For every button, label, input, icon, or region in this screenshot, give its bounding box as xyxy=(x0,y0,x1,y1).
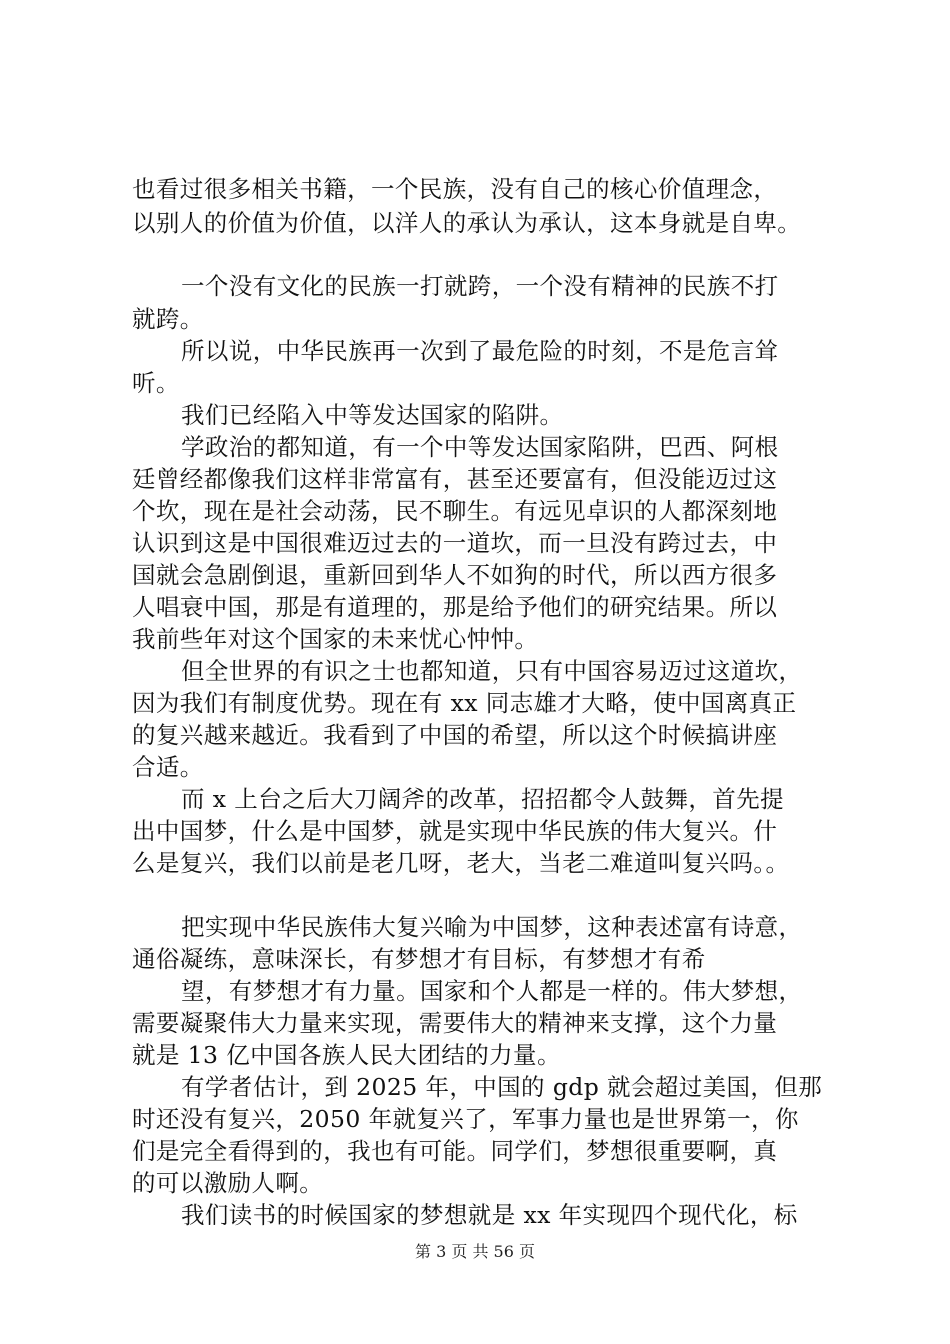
page-number-footer: 第 3 页 共 56 页 xyxy=(415,1242,535,1261)
text-line: 人唱衰中国，那是有道理的，那是给予他们的研究结果。所以 xyxy=(132,593,778,621)
text-line: 把实现中华民族伟大复兴喻为中国梦，这种表述富有诗意， xyxy=(181,913,803,941)
text-line: 合适。 xyxy=(132,753,204,781)
text-line: 的可以激励人啊。 xyxy=(132,1169,324,1197)
text-line: 所以说，中华民族再一次到了最危险的时刻，不是危言耸 xyxy=(181,337,779,365)
text-line: 廷曾经都像我们这样非常富有，甚至还要富有，但没能迈过这 xyxy=(132,465,778,493)
text-line: 望，有梦想才有力量。国家和个人都是一样的。伟大梦想， xyxy=(181,977,803,1005)
text-line: 通俗凝练，意味深长，有梦想才有目标，有梦想才有希 xyxy=(132,945,706,973)
text-line: 个坎，现在是社会动荡，民不聊生。有远见卓识的人都深刻地 xyxy=(132,497,778,525)
text-line: 因为我们有制度优势。现在有 xx 同志雄才大略，使中国离真正 xyxy=(132,689,797,717)
text-line: 一个没有文化的民族一打就跨，一个没有精神的民族不打 xyxy=(181,272,779,300)
text-line: 我们已经陷入中等发达国家的陷阱。 xyxy=(181,401,564,429)
text-line: 就是 13 亿中国各族人民大团结的力量。 xyxy=(132,1041,561,1069)
text-line: 而 x 上台之后大刀阔斧的改革，招招都令人鼓舞，首先提 xyxy=(181,785,784,813)
text-line: 时还没有复兴，2050 年就复兴了，军事力量也是世界第一，你 xyxy=(132,1105,799,1133)
text-line: 出中国梦，什么是中国梦，就是实现中华民族的伟大复兴。什 xyxy=(132,817,778,845)
text-line: 的复兴越来越近。我看到了中国的希望，所以这个时候搞讲座 xyxy=(132,721,778,749)
text-line: 听。 xyxy=(132,369,180,397)
text-line: 国就会急剧倒退，重新回到华人不如狗的时代，所以西方很多 xyxy=(132,561,778,589)
text-line: 以别人的价值为价值，以洋人的承认为承认，这本身就是自卑。 xyxy=(132,209,802,237)
text-line: 我前些年对这个国家的未来忧心忡忡。 xyxy=(132,625,539,653)
text-line: 但全世界的有识之士也都知道，只有中国容易迈过这道坎， xyxy=(181,657,803,685)
text-line: 需要凝聚伟大力量来实现，需要伟大的精神来支撑，这个力量 xyxy=(132,1009,778,1037)
text-line: 就跨。 xyxy=(132,305,204,333)
text-line: 们是完全看得到的，我也有可能。同学们，梦想很重要啊，真 xyxy=(132,1137,778,1165)
text-line: 有学者估计，到 2025 年，中国的 gdp 就会超过美国，但那 xyxy=(181,1073,823,1101)
text-line: 么是复兴，我们以前是老几呀，老大，当老二难道叫复兴吗。。 xyxy=(132,849,790,877)
text-line: 也看过很多相关书籍，一个民族，没有自己的核心价值理念， xyxy=(132,175,778,203)
text-line: 学政治的都知道，有一个中等发达国家陷阱，巴西、阿根 xyxy=(181,433,779,461)
text-line: 我们读书的时候国家的梦想就是 xx 年实现四个现代化，标 xyxy=(181,1201,798,1229)
text-line: 认识到这是中国很难迈过去的一道坎，而一旦没有跨过去，中 xyxy=(132,529,778,557)
